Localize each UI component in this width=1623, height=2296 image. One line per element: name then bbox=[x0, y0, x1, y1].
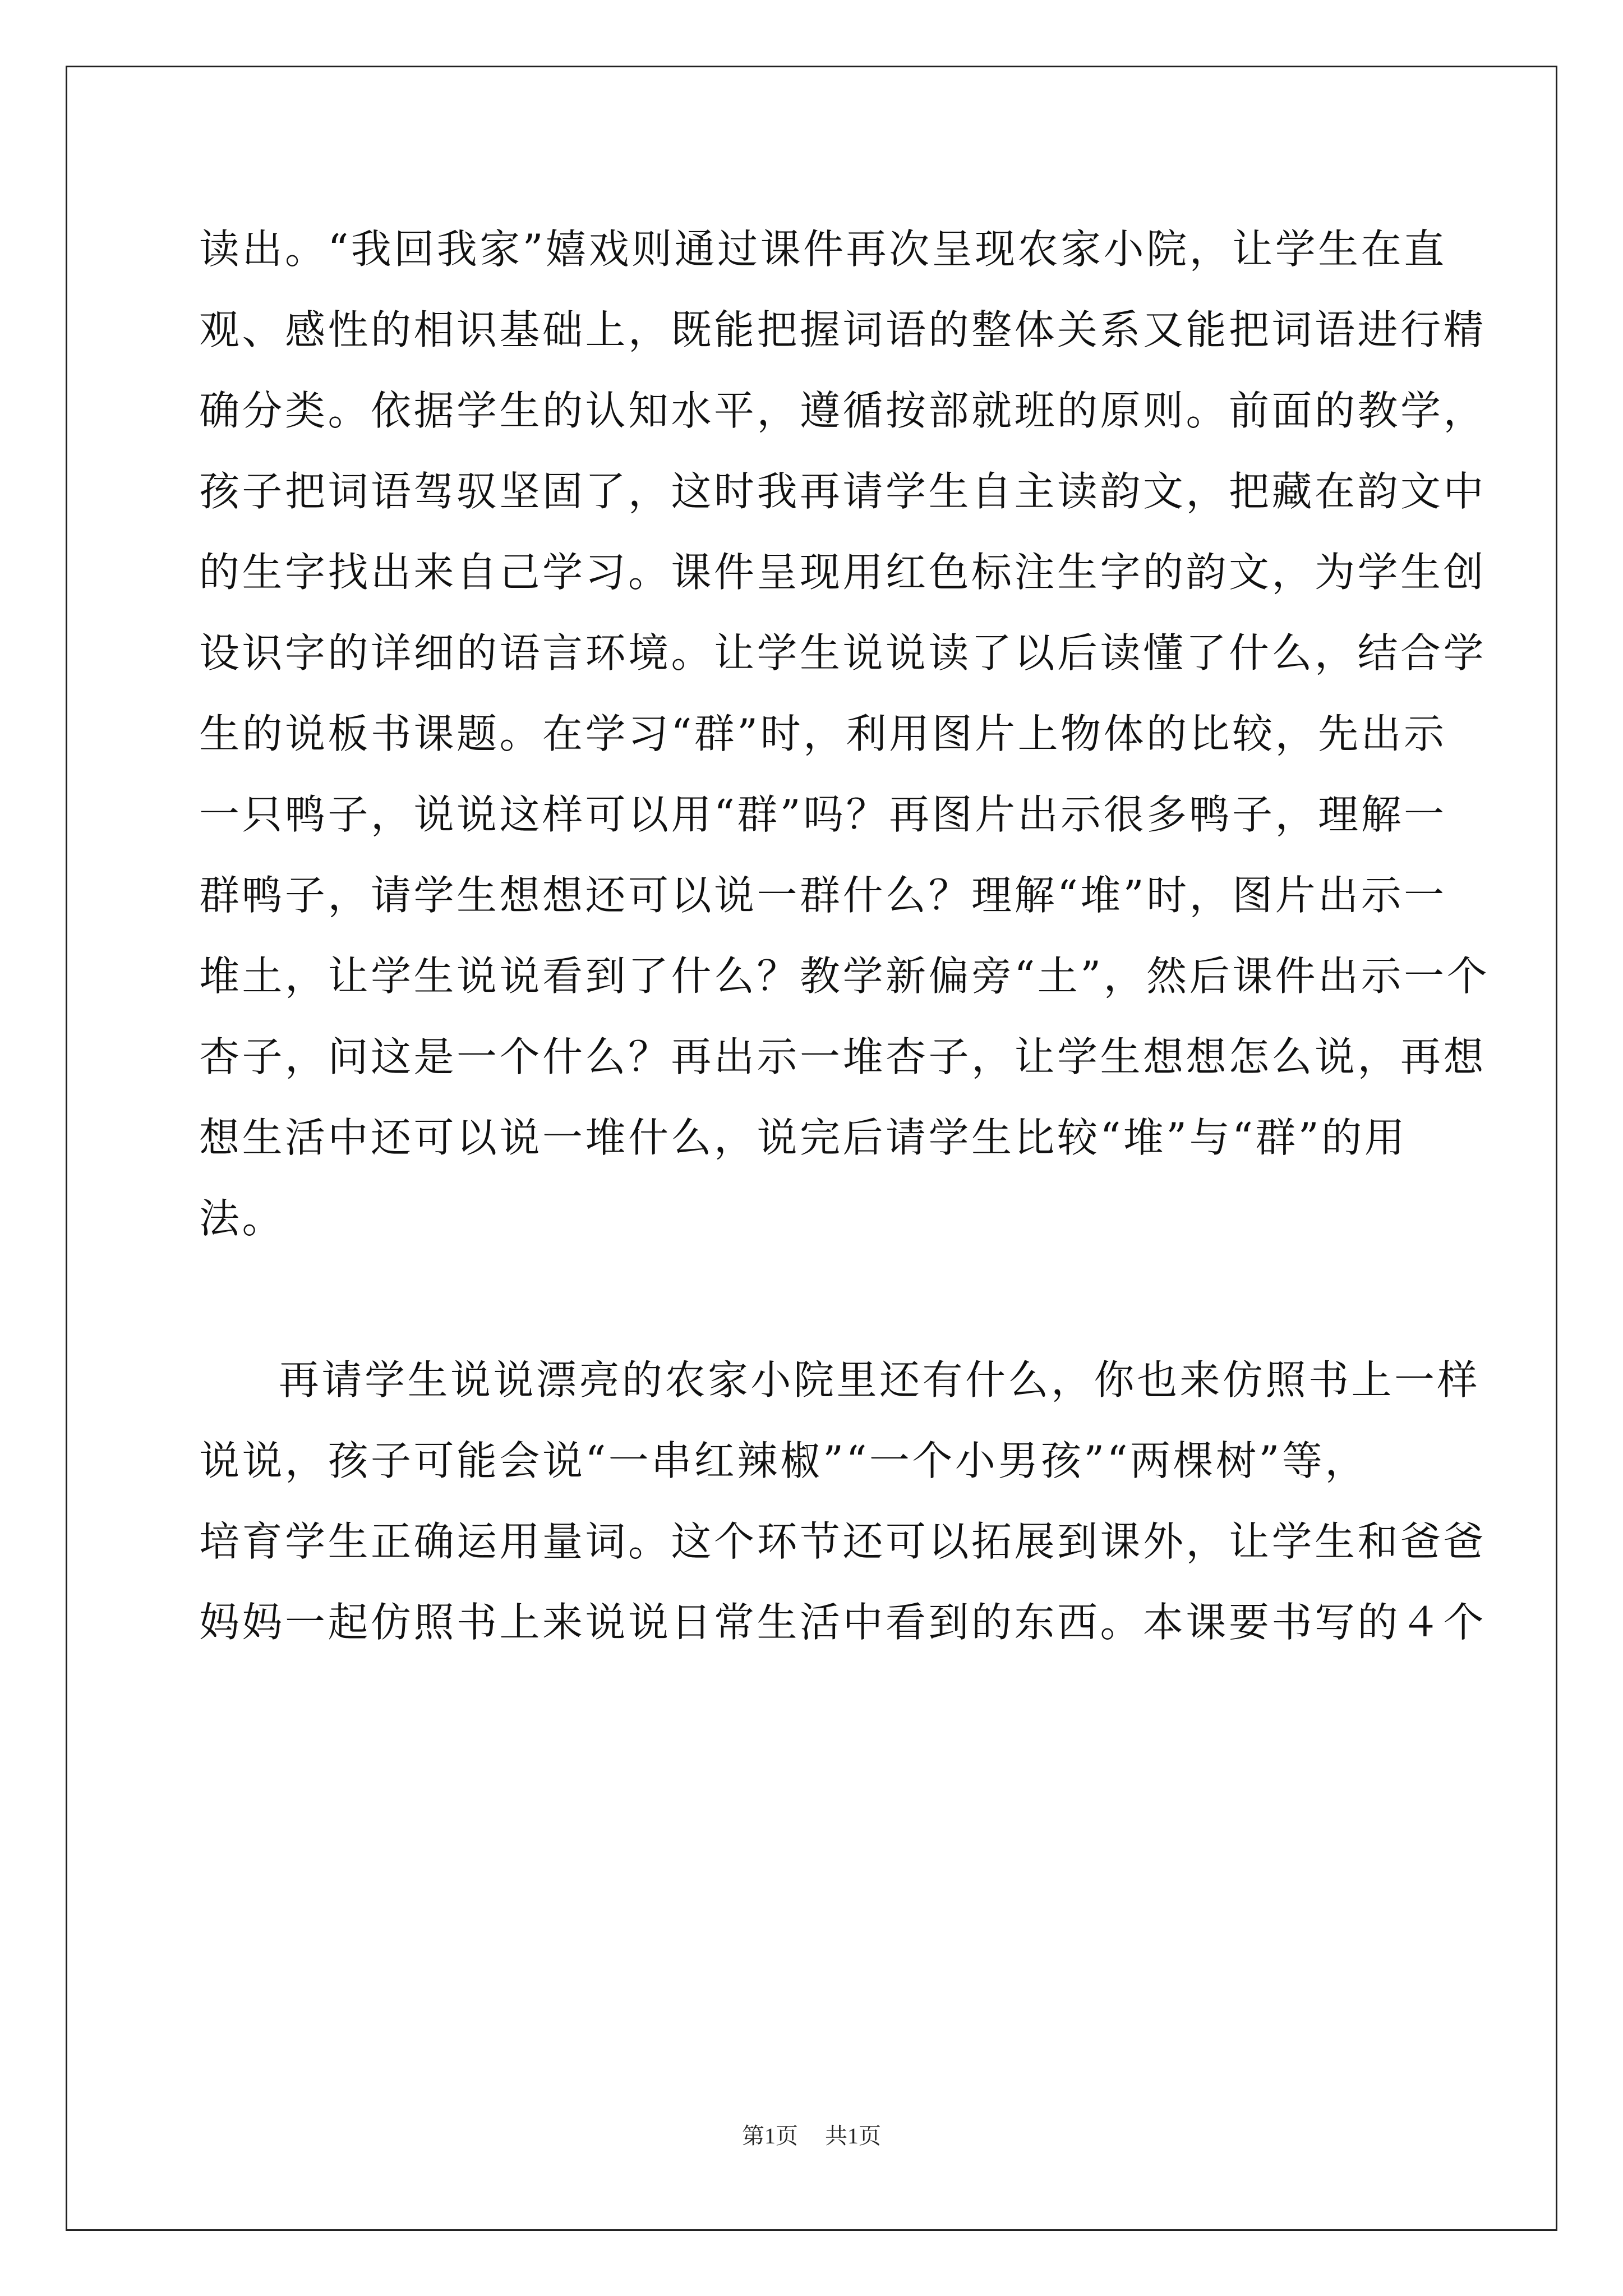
page-footer bbox=[0, 2120, 1623, 2152]
page-number: 第1页 bbox=[742, 2123, 798, 2148]
page-total: 共1页 bbox=[825, 2123, 881, 2148]
text-line: 杏子，问这是一个什么？再出示一堆杏子，让学生想想怎么说，再想 bbox=[199, 1033, 1487, 1080]
paragraph-1 bbox=[199, 209, 1490, 1259]
text-line: 堆土，让学生说说看到了什么？教学新偏旁“土”，然后课件出示一个 bbox=[199, 953, 1490, 1000]
text-line: 生的说板书课题。在学习“群”时，利用图片上物体的比较，先出示 bbox=[199, 710, 1447, 757]
text-line: 孩子把词语驾驭坚固了，这时我再请学生自主读韵文，把藏在韵文中 bbox=[199, 468, 1487, 515]
text-line: 读出。“我回我家”嬉戏则通过课件再次呈现农家小院，让学生在直 bbox=[199, 226, 1447, 273]
text-line: 再请学生说说漂亮的农家小院里还有什么，你也来仿照书上一样 bbox=[279, 1356, 1481, 1404]
text-line: 设识字的详细的语言环境。让学生说说读了以后读懂了什么，结合学 bbox=[199, 629, 1487, 677]
text-line: 想生活中还可以说一堆什么，说完后请学生比较“堆”与“群”的用 bbox=[199, 1114, 1408, 1161]
text-line: 观、感性的相识基础上，既能把握词语的整体关系又能把词语进行精 bbox=[199, 306, 1487, 353]
text-line: 一只鸭子，说说这样可以用“群”吗？再图片出示很多鸭子，理解一 bbox=[199, 791, 1447, 838]
text-line: 法。 bbox=[199, 1195, 285, 1242]
text-line: 妈妈一起仿照书上来说说日常生活中看到的东西。本课要书写的４个 bbox=[199, 1599, 1487, 1646]
text-line: 群鸭子，请学生想想还可以说一群什么？理解“堆”时，图片出示一 bbox=[199, 872, 1447, 919]
text-line: 确分类。依据学生的认知水平，遵循按部就班的原则。前面的教学， bbox=[199, 387, 1487, 434]
paragraph-gap bbox=[199, 1259, 1427, 1340]
text-line: 培育学生正确运用量词。这个环节还可以拓展到课外，让学生和爸爸 bbox=[199, 1518, 1487, 1565]
text-line: 的生字找出来自己学习。课件呈现用红色标注生字的韵文，为学生创 bbox=[199, 549, 1487, 596]
document-body bbox=[199, 209, 1490, 1663]
text-line: 说说，孩子可能会说“一串红辣椒”“一个小男孩”“两棵树”等， bbox=[199, 1437, 1368, 1484]
paragraph-2 bbox=[199, 1340, 1487, 1663]
